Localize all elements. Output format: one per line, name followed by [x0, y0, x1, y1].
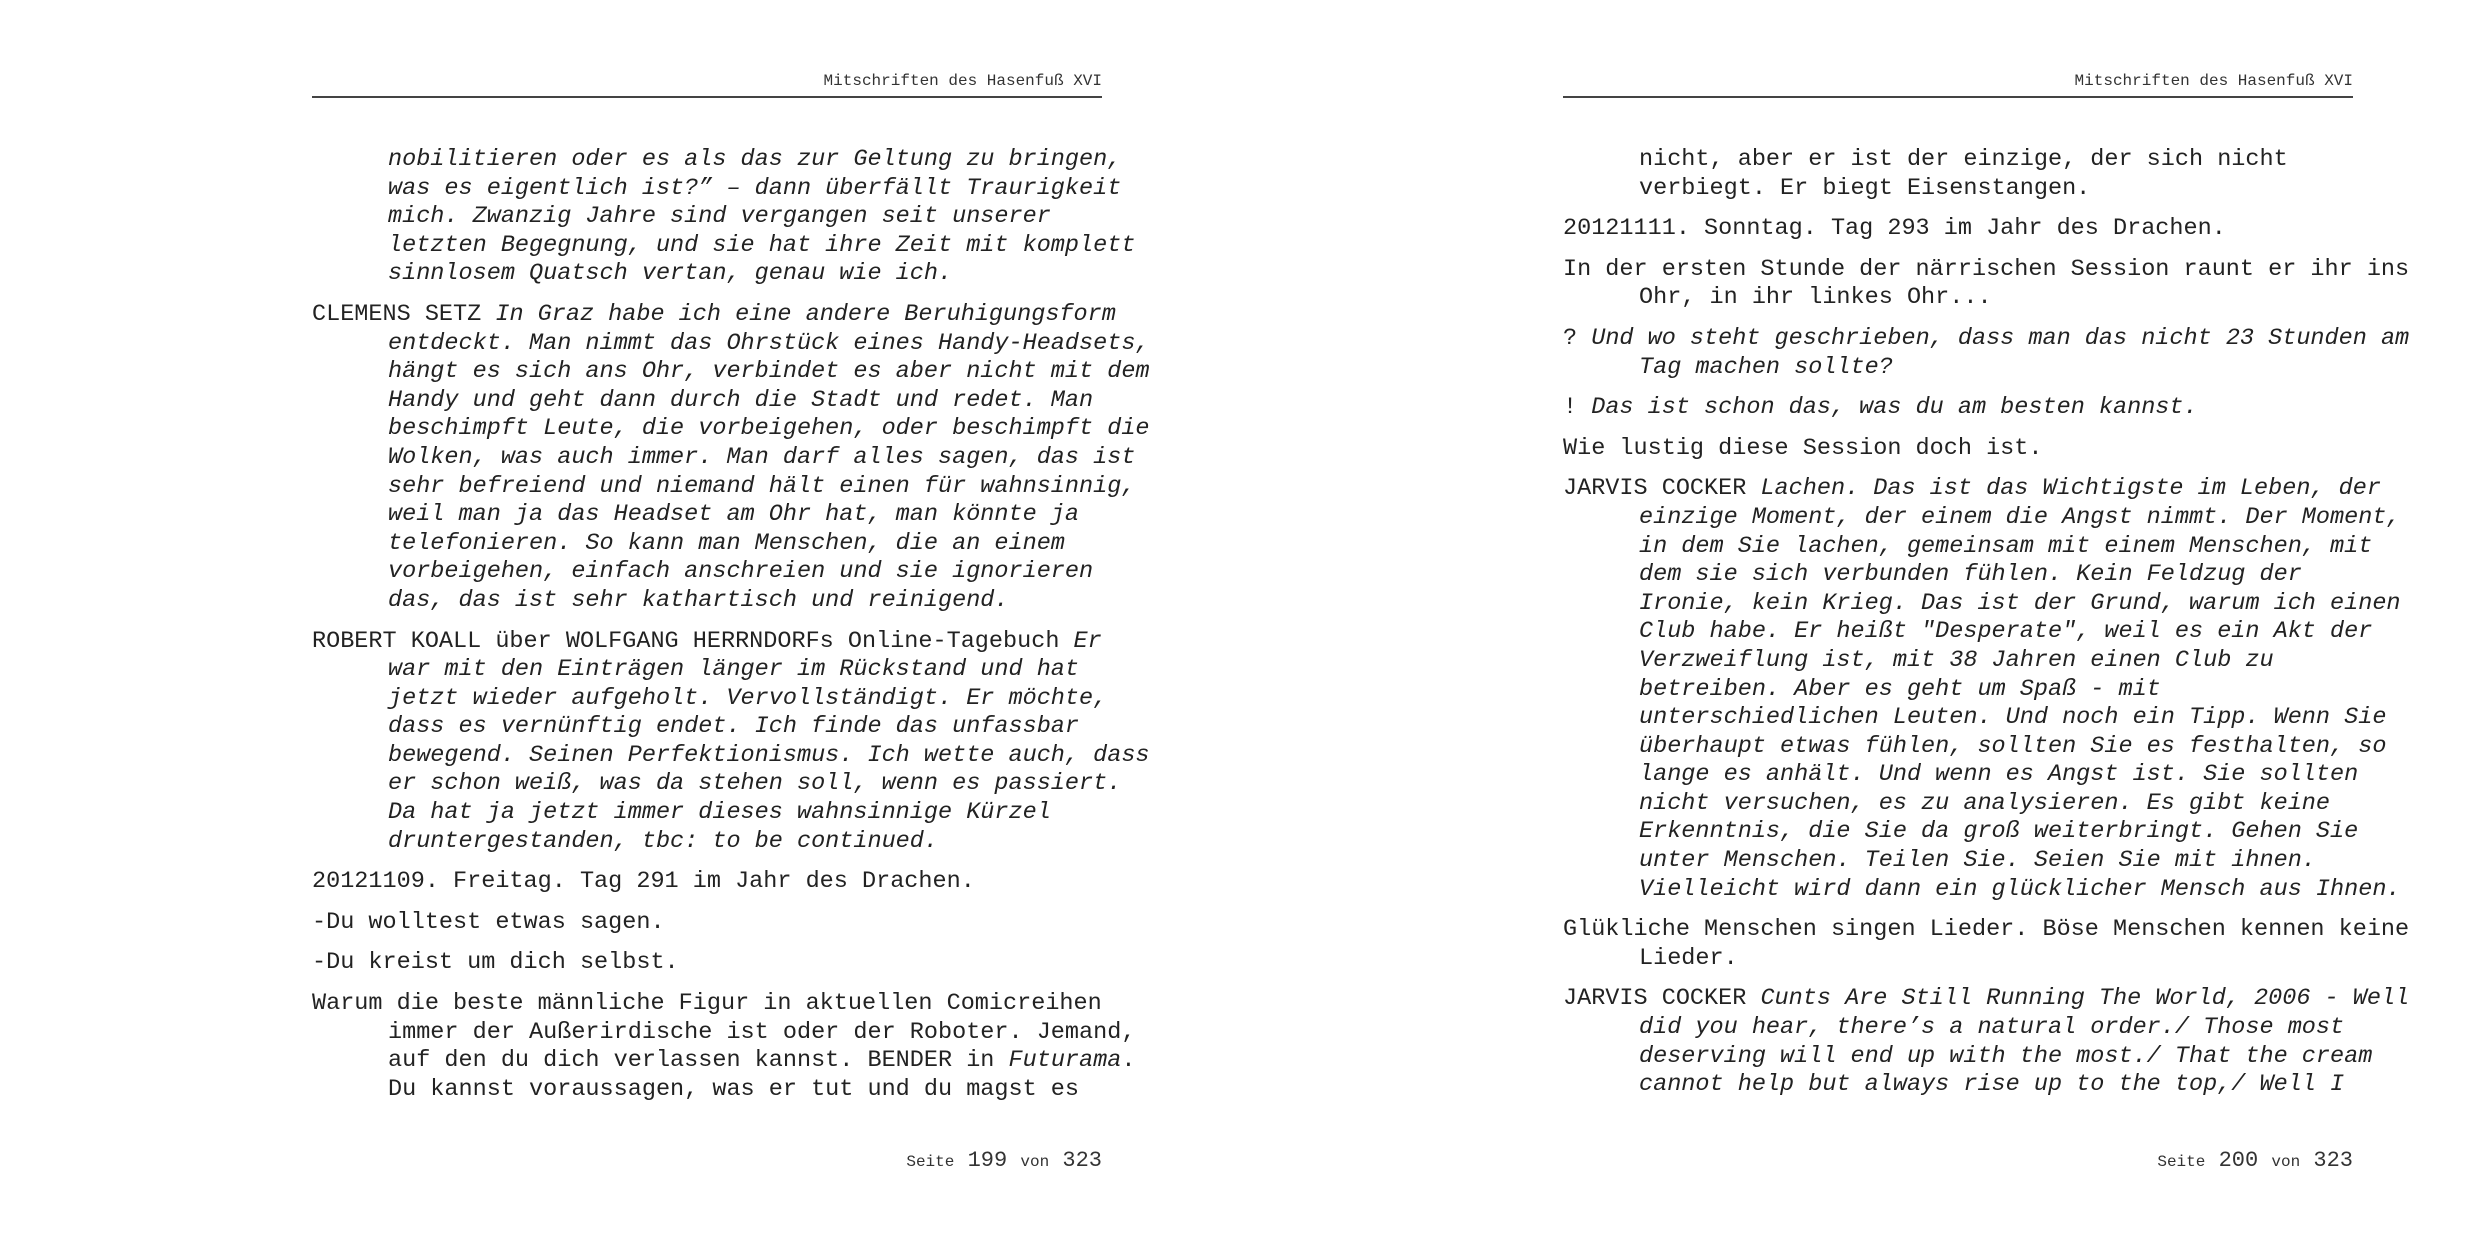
- page-number: 200: [2218, 1148, 2259, 1173]
- text-line: [312, 300, 1116, 330]
- page-number: 199: [967, 1148, 1008, 1173]
- paragraph-continuation: [312, 146, 1136, 289]
- text-line: telefonieren. So kann man Menschen, die an einem: [388, 529, 1065, 557]
- text-line: war mit den Einträgen länger im Rückstand und hat: [388, 656, 1080, 684]
- paragraph-comic: [312, 990, 1136, 1104]
- text-line: Handy und geht dann durch die Stadt und redet. Man: [388, 386, 1094, 414]
- text-line: das, das ist sehr kathartisch und reinigend.: [388, 586, 1009, 614]
- page-footer: [1563, 1148, 2353, 1173]
- text-line: [312, 628, 1102, 657]
- text-line: Warum die beste männliche Figur in aktuellen Comicreihen: [312, 990, 1102, 1018]
- text-line: Wolken, was auch immer. Man darf alles sagen, das ist: [388, 443, 1136, 471]
- text-line: Vielleicht wird dann ein glücklicher Mensch aus Ihnen.: [1639, 875, 2401, 903]
- question-mark: ?: [1563, 324, 1578, 352]
- dialogue-line: [312, 909, 1102, 938]
- text-line: nicht, aber er ist der einzige, der sich nicht: [1639, 146, 2288, 173]
- text-line: einzige Moment, der einem die Angst nimmt. Der Moment,: [1639, 503, 2401, 531]
- text-line: [1563, 324, 2410, 354]
- text-line: vorbeigehen, einfach anschreien und sie ignorieren: [388, 558, 1094, 586]
- text-line: lange es anhält. Und wenn es Angst ist. Sie sollten: [1639, 761, 2359, 789]
- text-line: Wie lustig diese Session doch ist.: [1563, 434, 2043, 462]
- text-line: Du kannst voraussagen, was er tut und du magst es: [388, 1075, 1080, 1103]
- text-line: Club habe. Er heißt "Desperate", weil es ein Akt der: [1639, 618, 2373, 646]
- text-line: deserving will end up with the most./ That the cream: [1639, 1042, 2373, 1070]
- text-fragment: .: [1121, 1047, 1136, 1075]
- text-line: [312, 1047, 1136, 1076]
- text-line: entdeckt. Man nimmt das Ohrstück eines Handy-Headsets,: [388, 329, 1150, 357]
- text-line: weil man ja das Headset am Ohr hat, man könnte ja: [388, 501, 1080, 529]
- text-line: unter Menschen. Teilen Sie. Seien Sie mit ihnen.: [1639, 847, 2316, 875]
- of-label: von: [2271, 1153, 2301, 1171]
- text-line: was es eigentlich ist?” – dann überfällt Traurigkeit: [388, 174, 1122, 202]
- text-line: Ohr, in ihr linkes Ohr...: [1639, 284, 1992, 312]
- exclamation-mark: !: [1563, 394, 1578, 422]
- of-label: von: [1020, 1153, 1050, 1171]
- paragraph-quote-setz: [312, 300, 1150, 616]
- text-line: nicht versuchen, es zu analysieren. Es gibt keine: [1639, 789, 2331, 817]
- text-line: [1563, 475, 2381, 504]
- plain-line: [1563, 435, 2353, 464]
- quote-text: Das ist schon das, was du am besten kannst.: [1591, 394, 2198, 422]
- paragraph-session: [1563, 255, 2410, 313]
- header-rule: [312, 96, 1102, 98]
- dialogue-line: [312, 949, 1102, 978]
- quote-text: Und wo steht geschrieben, dass man das nicht 23 Stunden am: [1591, 324, 2410, 352]
- page-label: Seite: [906, 1153, 955, 1171]
- page-body: [312, 146, 1150, 1116]
- page-body: [1563, 146, 2410, 1112]
- paragraph-songs: [1563, 916, 2410, 973]
- paragraph-quote-cocker-lyrics: [1563, 985, 2410, 1099]
- text-line: betreiben. Aber es geht um Spaß - mit: [1639, 675, 2161, 703]
- question-line: [1563, 324, 2410, 382]
- page-footer: [312, 1148, 1102, 1173]
- right-page: [1563, 0, 2410, 1240]
- text-line: dem sie sich verbunden fühlen. Kein Feldzug der: [1639, 561, 2302, 589]
- text-line: In der ersten Stunde der närrischen Session raunt er ihr ins: [1563, 255, 2410, 283]
- text-line: cannot help but always rise up to the top,/ Well I: [1639, 1071, 2345, 1099]
- text-line: sehr befreiend und niemand hält einen für wahnsinnig,: [388, 472, 1136, 500]
- text-line: nobilitieren oder es als das zur Geltung zu bringen,: [388, 146, 1122, 173]
- paragraph-quote-cocker: [1563, 475, 2401, 904]
- text-line: -Du kreist um dich selbst.: [312, 949, 679, 977]
- text-line: [1563, 985, 2410, 1014]
- text-line: 20121109. Freitag. Tag 291 im Jahr des Drachen.: [312, 868, 975, 896]
- exclamation-line: [1563, 394, 2353, 423]
- date-entry: [1563, 215, 2353, 244]
- text-line: druntergestanden, tbc: to be continued.: [388, 827, 938, 855]
- text-line: hängt es sich ans Ohr, verbindet es aber nicht mit dem: [388, 358, 1150, 386]
- text-line: verbiegt. Er biegt Eisenstangen.: [1639, 174, 2091, 202]
- text-line: Verzweiflung ist, mit 38 Jahren einen Club zu: [1639, 646, 2274, 674]
- text-line: sinnlosem Quatsch vertan, genau wie ich.: [388, 260, 953, 288]
- text-line: Tag machen sollte?: [1639, 353, 1893, 381]
- date-entry: [312, 868, 1102, 897]
- text-line: letzten Begegnung, und sie hat ihre Zeit mit komplett: [388, 231, 1136, 259]
- speaker-name: JARVIS COCKER: [1563, 475, 1747, 503]
- running-header: Mitschriften des Hasenfuß XVI: [2074, 72, 2353, 90]
- text-line: did you hear, there’s a natural order./ Those most: [1639, 1014, 2345, 1042]
- quote-text: In Graz habe ich eine andere Beruhigungsform: [495, 300, 1116, 328]
- text-line: [1563, 394, 2353, 423]
- text-line: beschimpft Leute, die vorbeigehen, oder beschimpft die: [388, 415, 1150, 443]
- speaker-name: CLEMENS SETZ: [312, 300, 482, 328]
- text-fragment: auf den du dich verlassen kannst. BENDER in: [388, 1047, 995, 1075]
- text-line: Da hat ja jetzt immer dieses wahnsinnige Kürzel: [388, 799, 1051, 827]
- total-pages: 323: [1062, 1148, 1102, 1173]
- text-line: unterschiedlichen Leuten. Und noch ein Tipp. Wenn Sie: [1639, 704, 2387, 732]
- text-line: -Du wolltest etwas sagen.: [312, 908, 665, 936]
- paragraph-quote-koall: [312, 627, 1150, 857]
- text-line: mich. Zwanzig Jahre sind vergangen seit unserer: [388, 203, 1051, 231]
- text-line: jetzt wieder aufgeholt. Vervollständigt. Er möchte,: [388, 684, 1108, 712]
- text-line: immer der Außerirdische ist oder der Roboter. Jemand,: [388, 1018, 1136, 1046]
- text-line: 20121111. Sonntag. Tag 293 im Jahr des Drachen.: [1563, 215, 2226, 243]
- text-line: dass es vernünftig endet. Ich finde das unfassbar: [388, 713, 1080, 741]
- total-pages: 323: [2313, 1148, 2353, 1173]
- speaker-name: JARVIS COCKER: [1563, 985, 1747, 1013]
- text-line: Ironie, kein Krieg. Das ist der Grund, warum ich einen: [1639, 589, 2401, 617]
- text-line: Glükliche Menschen singen Lieder. Böse Menschen kennen keine: [1563, 916, 2410, 944]
- text-line: bewegend. Seinen Perfektionismus. Ich wette auch, dass: [388, 741, 1150, 769]
- quote-text: Cunts Are Still Running The World, 2006 - Well: [1760, 985, 2410, 1013]
- quote-text: Lachen. Das ist das Wichtigste im Leben, der: [1760, 475, 2381, 503]
- page-label: Seite: [2157, 1153, 2206, 1171]
- text-line: Erkenntnis, die Sie da groß weiterbringt. Gehen Sie: [1639, 818, 2359, 846]
- speaker-name: ROBERT KOALL über WOLFGANG HERRNDORFs Online-Tagebuch: [312, 627, 1060, 655]
- paragraph-continuation: [1563, 146, 2353, 203]
- text-line: er schon weiß, was da stehen soll, wenn es passiert.: [388, 770, 1122, 798]
- text-line: in dem Sie lachen, gemeinsam mit einem Menschen, mit: [1639, 532, 2373, 560]
- header-rule: [1563, 96, 2353, 98]
- quote-text: Er: [1073, 627, 1102, 655]
- text-line: Lieder.: [1639, 944, 1738, 972]
- text-line: überhaupt etwas fühlen, sollten Sie es festhalten, so: [1639, 732, 2387, 760]
- running-header: Mitschriften des Hasenfuß XVI: [823, 72, 1102, 90]
- title-futurama: Futurama: [1008, 1047, 1122, 1075]
- left-page: [312, 0, 1150, 1240]
